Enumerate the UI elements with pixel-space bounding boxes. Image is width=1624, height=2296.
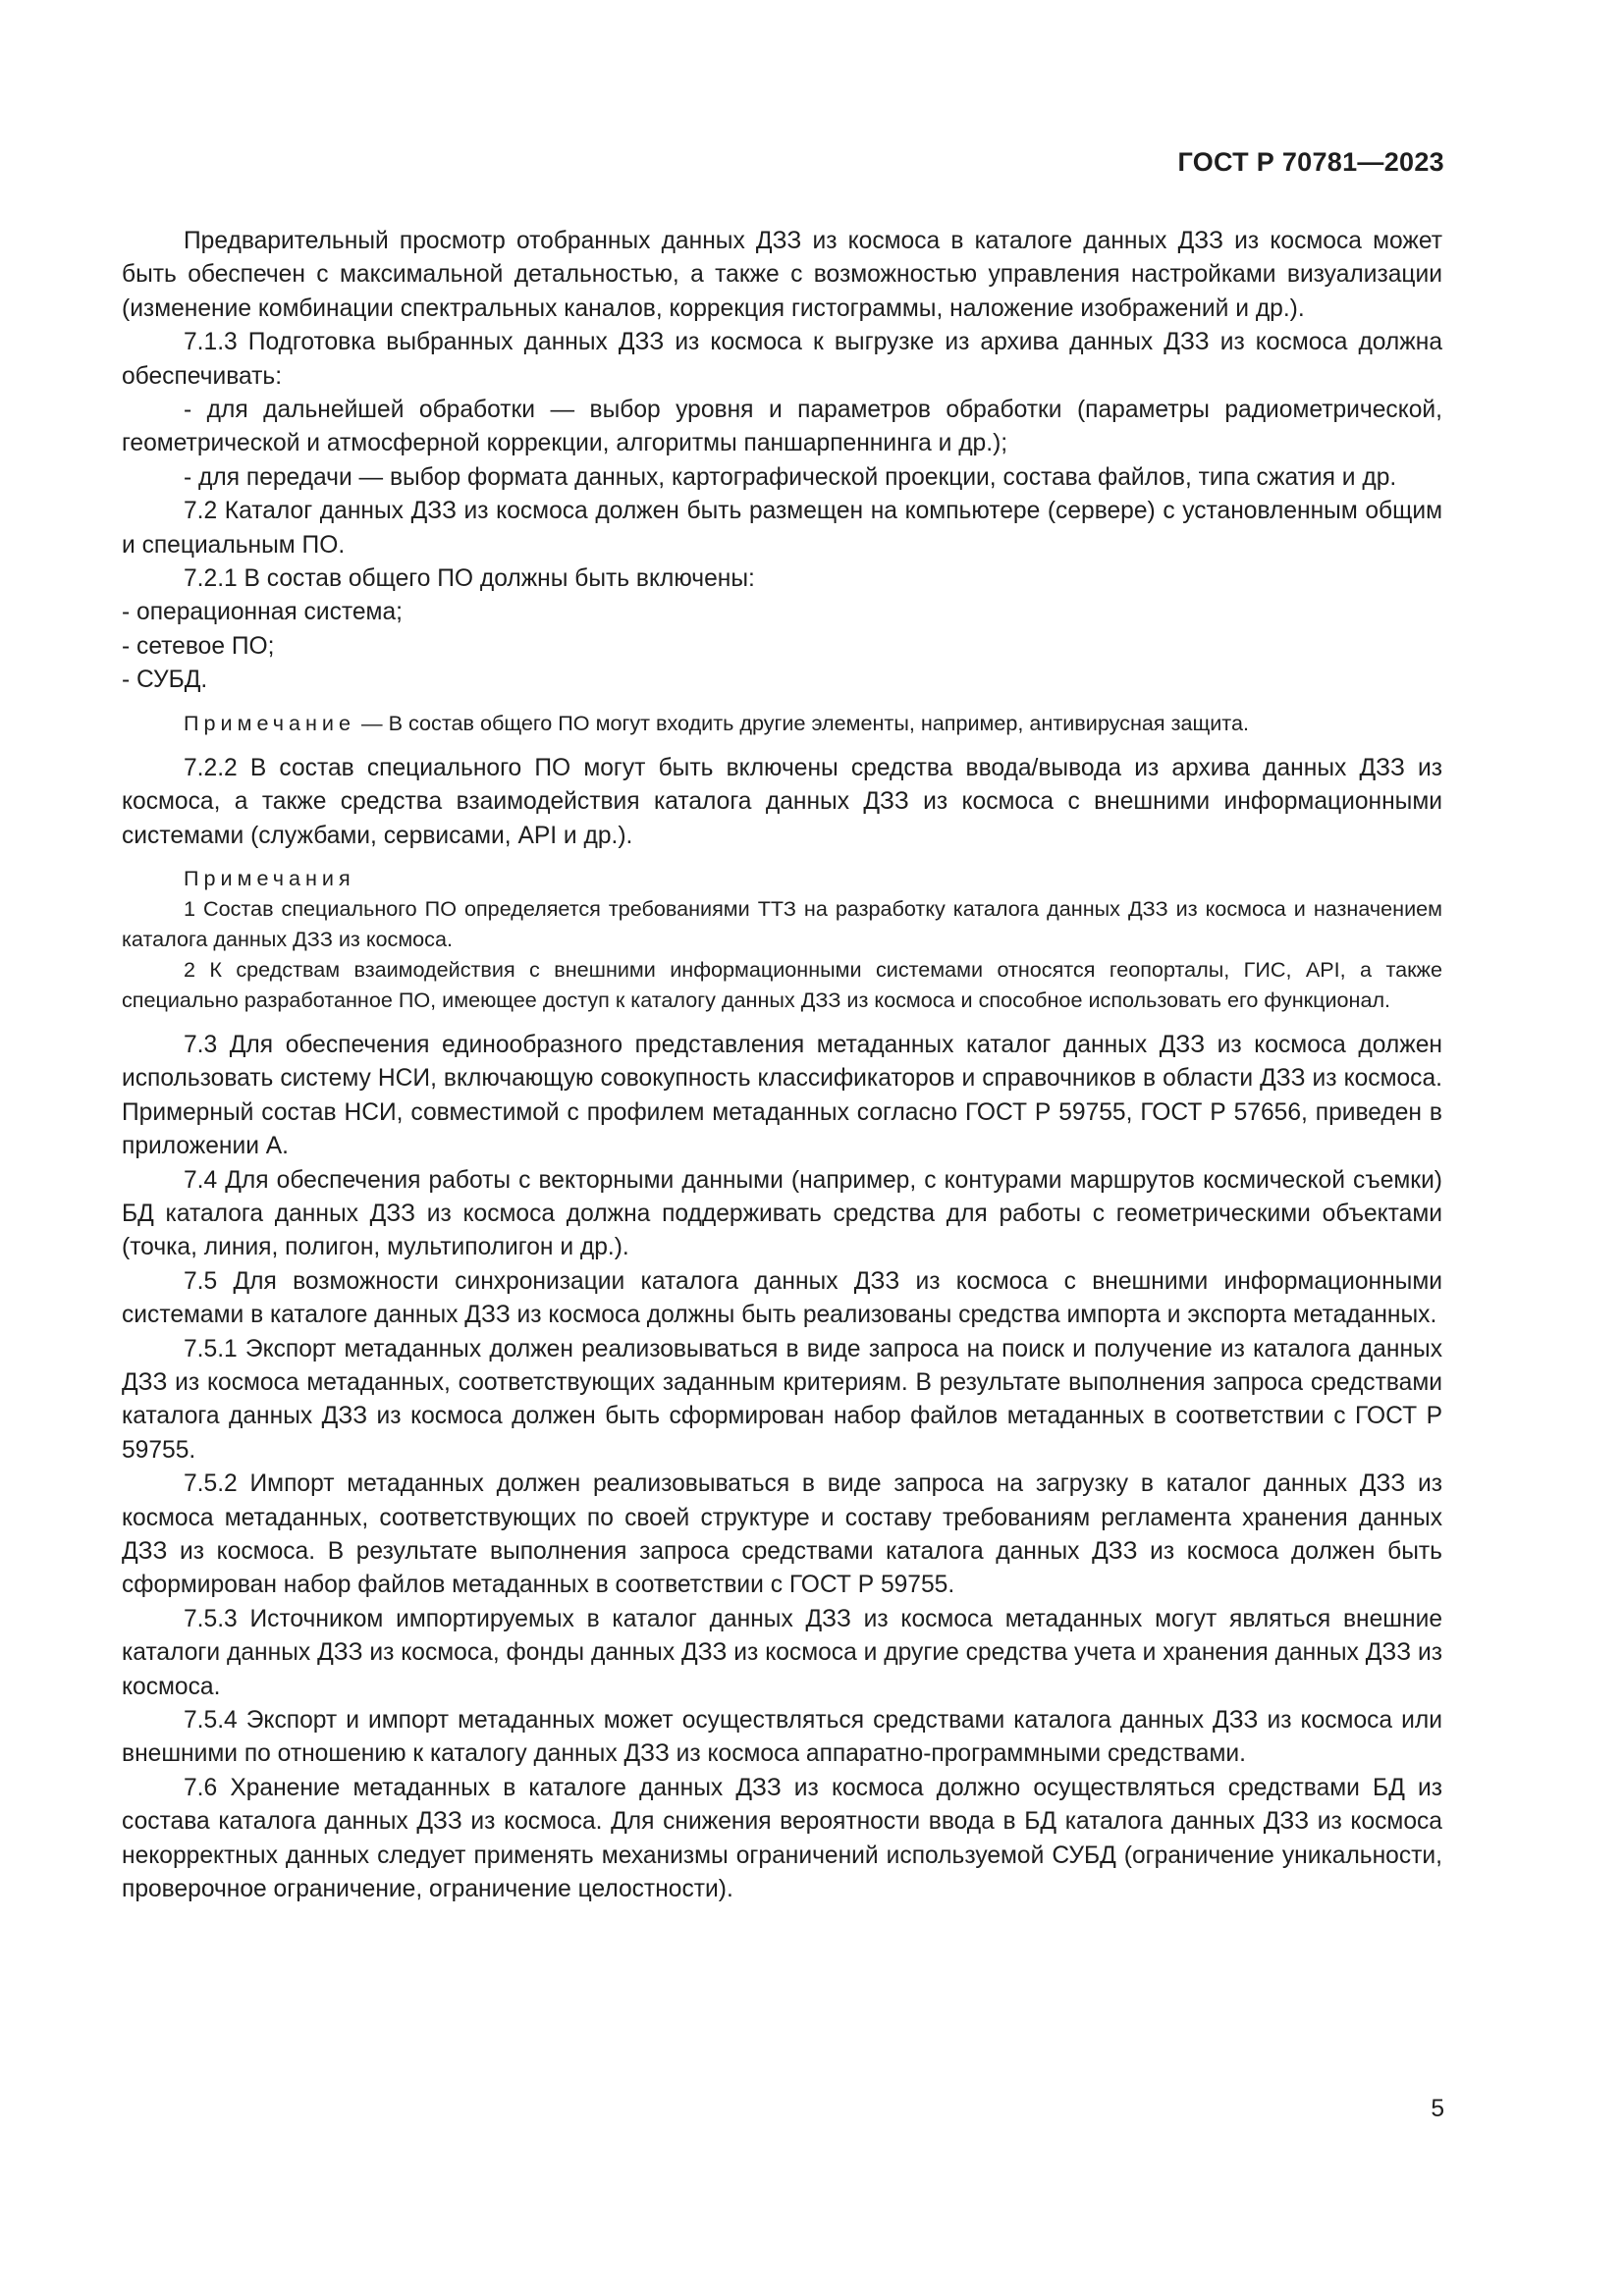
list-item-network: - сетевое ПО; bbox=[122, 632, 275, 660]
paragraph-7-6: 7.6 Хранение метаданных в каталоге данных ДЗЗ из космоса должно осуществляться средствами БД из состава каталога данных ДЗЗ из космоса. Для снижения вероятности ввода в БД каталога данных ДЗЗ из космоса некорректных данных следует применять механизмы ограничений используемой СУБД (ограничение уникальности, проверочное ограничение, ограничение целостности). bbox=[122, 1774, 1442, 1903]
paragraph-7-2-2: 7.2.2 В состав специального ПО могут быть включены средства ввода/вывода из архива данных ДЗЗ из космоса, а также средства взаимодействия каталога данных ДЗЗ из космоса с внешними информационными системами (службами, сервисами, API и др.). bbox=[122, 754, 1442, 849]
paragraph-7-3: 7.3 Для обеспечения единообразного представления метаданных каталог данных ДЗЗ из космоса должен использовать систему НСИ, включающую совокупность классификаторов и справочников в области ДЗЗ из космоса. Примерный состав НСИ, совместимой с профилем метаданных согласно ГОСТ Р 59755, ГОСТ Р 57656, приведен в приложении А. bbox=[122, 1031, 1442, 1160]
paragraph-7-5: 7.5 Для возможности синхронизации каталога данных ДЗЗ из космоса с внешними информационными системами в каталоге данных ДЗЗ из космоса должны быть реализованы средства импорта и экспорта метаданных. bbox=[122, 1267, 1442, 1329]
paragraph-7-2: 7.2 Каталог данных ДЗЗ из космоса должен быть размещен на компьютере (сервере) с установленным общим и специальным ПО. bbox=[122, 498, 1442, 559]
paragraph-7-5-1: 7.5.1 Экспорт метаданных должен реализовываться в виде запроса на поиск и получение из каталога данных ДЗЗ из космоса метаданных, соответствующих заданным критериям. В результате выполнения запроса средствами каталога данных ДЗЗ из космоса должен быть сформирован набор файлов метаданных в соответствии с ГОСТ Р 59755. bbox=[122, 1335, 1442, 1464]
note-text: — В состав общего ПО могут входить другие элементы, например, антивирусная защита. bbox=[355, 710, 1249, 735]
note-general-software bbox=[122, 708, 1442, 738]
list-item-os: - операционная система; bbox=[122, 599, 403, 626]
note-2: 2 К средствам взаимодействия с внешними информационными системами относятся геопорталы, ГИС, API, а также специально разработанное ПО, имеющее доступ к каталогу данных ДЗЗ из космоса и способное использовать его функционал. bbox=[122, 956, 1442, 1012]
page-number: 5 bbox=[1431, 2096, 1444, 2122]
note-label: Примечание bbox=[184, 710, 355, 735]
paragraph-7-4: 7.4 Для обеспечения работы с векторными данными (например, с контурами маршрутов космической съемки) БД каталога данных ДЗЗ из космоса должна поддерживать средства для работы с геометрическими объектами (точка, линия, полигон, мультиполигон и др.). bbox=[122, 1166, 1442, 1261]
paragraph-preview: Предварительный просмотр отобранных данных ДЗЗ из космоса в каталоге данных ДЗЗ из космоса может быть обеспечен с максимальной детальностью, а также с возможностью управления настройками визуализации (изменение комбинации спектральных каналов, коррекция гистограммы, наложение изображений и др.). bbox=[122, 228, 1442, 322]
list-item-dbms: - СУБД. bbox=[122, 667, 208, 694]
document-body bbox=[122, 225, 1442, 1906]
list-item-processing: - для дальнейшей обработки — выбор уровня и параметров обработки (параметры радиометрической, геометрической и атмосферной коррекции, алгоритмы паншарпеннинга и др.); bbox=[122, 397, 1442, 457]
paragraph-7-1-3: 7.1.3 Подготовка выбранных данных ДЗЗ из космоса к выгрузке из архива данных ДЗЗ из космоса должна обеспечивать: bbox=[122, 329, 1442, 390]
paragraph-7-2-1: 7.2.1 В состав общего ПО должны быть включены: bbox=[184, 565, 755, 593]
note-1: 1 Состав специального ПО определяется требованиями ТТЗ на разработку каталога данных ДЗЗ из космоса и назначением каталога данных ДЗЗ из космоса. bbox=[122, 895, 1442, 951]
list-item-transfer: - для передачи — выбор формата данных, картографической проекции, состава файлов, типа сжатия и др. bbox=[184, 463, 1397, 491]
paragraph-7-5-2: 7.5.2 Импорт метаданных должен реализовываться в виде запроса на загрузку в каталог данных ДЗЗ из космоса метаданных, соответствующих по своей структуре и составу требованиям регламента хранения данных ДЗЗ из космоса. В результате выполнения запроса средствами каталога данных ДЗЗ из космоса должен быть сформирован набор файлов метаданных в соответствии с ГОСТ Р 59755. bbox=[122, 1470, 1442, 1599]
document-code-header: ГОСТ Р 70781—2023 bbox=[1177, 147, 1444, 177]
notes-title: Примечания bbox=[184, 865, 355, 890]
paragraph-7-5-4: 7.5.4 Экспорт и импорт метаданных может осуществляться средствами каталога данных ДЗЗ из космоса или внешними по отношению к каталогу данных ДЗЗ из космоса аппаратно-программными средствами. bbox=[122, 1707, 1442, 1768]
paragraph-7-5-3: 7.5.3 Источником импортируемых в каталог данных ДЗЗ из космоса метаданных могут являться внешние каталоги данных ДЗЗ из космоса, фонды данных ДЗЗ из космоса и другие средства учета и хранения данных ДЗЗ из космоса. bbox=[122, 1605, 1442, 1700]
